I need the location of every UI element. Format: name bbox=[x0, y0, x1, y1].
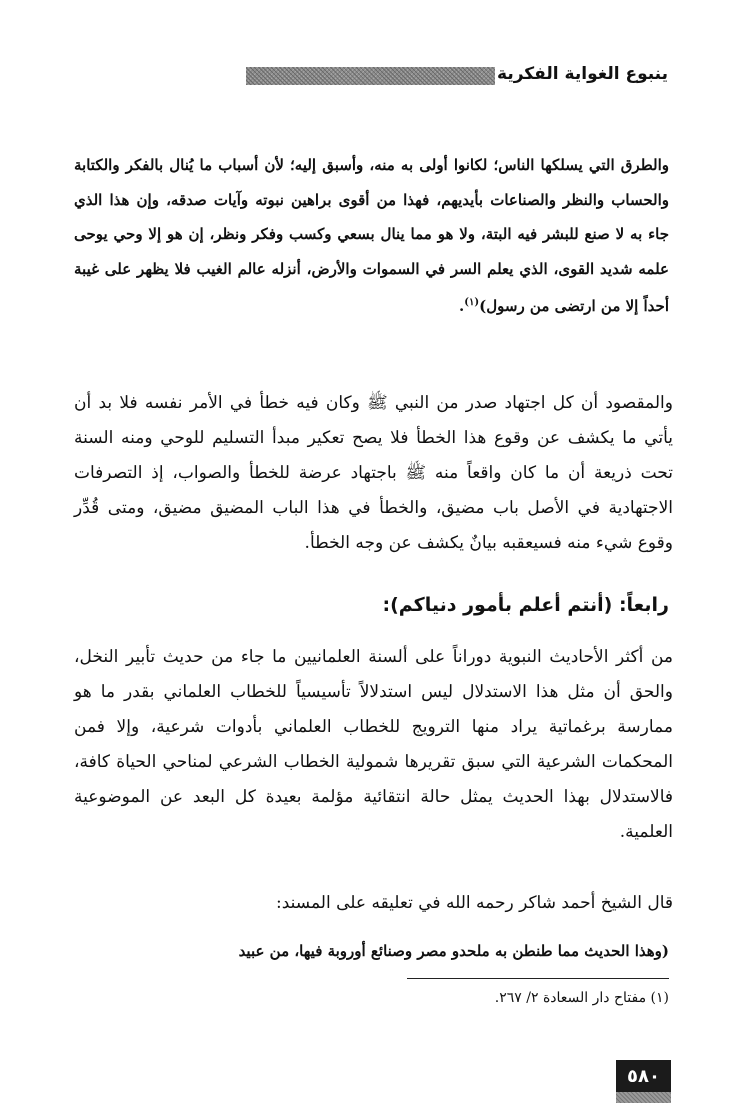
quote-text: والطرق التي يسلكها الناس؛ لكانوا أولى به منه، وأسبق إليه؛ لأن أسباب ما يُنال بالفكر والكتابة والحساب والنظر والصناعات بأيديهم، فهذا من أقوى براهين نبوته وآيات صدقه، وإن هذا الذي جاء به لا صنع للبشر فيه البتة، ولا هو مما ينال بسعي وكسب وفكر ونظر، إن هو إلا وحي يوحى علمه شديد القوى، الذي يعلم السر في السموات والأرض، أنزله عالم الغيب فلا يظهر على غيبة أحداً إلا من ارتضى من رسول) bbox=[74, 156, 669, 315]
paragraph-3: قال الشيخ أحمد شاكر رحمه الله في تعليقه على المسند: bbox=[276, 893, 673, 913]
paragraph-2: من أكثر الأحاديث النبوية دوراناً على ألسنة العلمانيين ما جاء من حديث تأبير النخل، والحق أن مثل هذا الاستدلال ليس استدلالاً تأسيسياً للخطاب العلماني بقدر ما هو ممارسة برغماتية يراد منها الترويج للخطاب العلماني بأدوات شرعية، وإلا فمن المحكمات الشرعية التي سبق تقريرها شمولية الخطاب الشرعي لمناحي الحياة كافة، فالاستدلال بهذا الحديث يمثل حالة انتقائية مؤلمة بعيدة كل البعد عن الموضوعية العلمية. bbox=[74, 647, 673, 842]
quoted-line: (وهذا الحديث مما طنطن به ملحدو مصر وصنائع أوروبة فيها، من عبيد bbox=[238, 942, 669, 960]
footnote-divider bbox=[407, 978, 669, 979]
header-decorative-bar bbox=[246, 67, 495, 85]
quote-end: . bbox=[459, 297, 465, 315]
page-number-decoration bbox=[616, 1092, 671, 1103]
quoted-passage bbox=[74, 148, 669, 324]
header-title: ينبوع الغواية الفكرية bbox=[497, 64, 668, 84]
paragraph-1: والمقصود أن كل اجتهاد صدر من النبي ﷺ وكان فيه خطأ في الأمر نفسه فلا بد أن يأتي ما يكشف عن وقوع هذا الخطأ فلا يصح تعكير مبدأ التسليم للوحي ومنه السنة تحت ذريعة أن ما كان واقعاً منه ﷺ باجتهاد عرضة للخطأ والصواب، إذ التصرفات الاجتهادية في الأصل باب مضيق، والخطأ في هذا الباب المضيق مضيق، ومتى قُدِّر وقوع شيء منه فسيعقبه بيانٌ يكشف عن وجه الخطأ. bbox=[74, 393, 673, 553]
footnote: (١) مفتاح دار السعادة ٢/ ٢٦٧. bbox=[494, 990, 669, 1006]
page-number: ٥٨٠ bbox=[616, 1060, 671, 1092]
running-header bbox=[70, 62, 670, 90]
footnote-ref: (١) bbox=[464, 297, 480, 308]
section-heading: رابعاً: (أنتم أعلم بأمور دنياكم): bbox=[382, 594, 669, 616]
